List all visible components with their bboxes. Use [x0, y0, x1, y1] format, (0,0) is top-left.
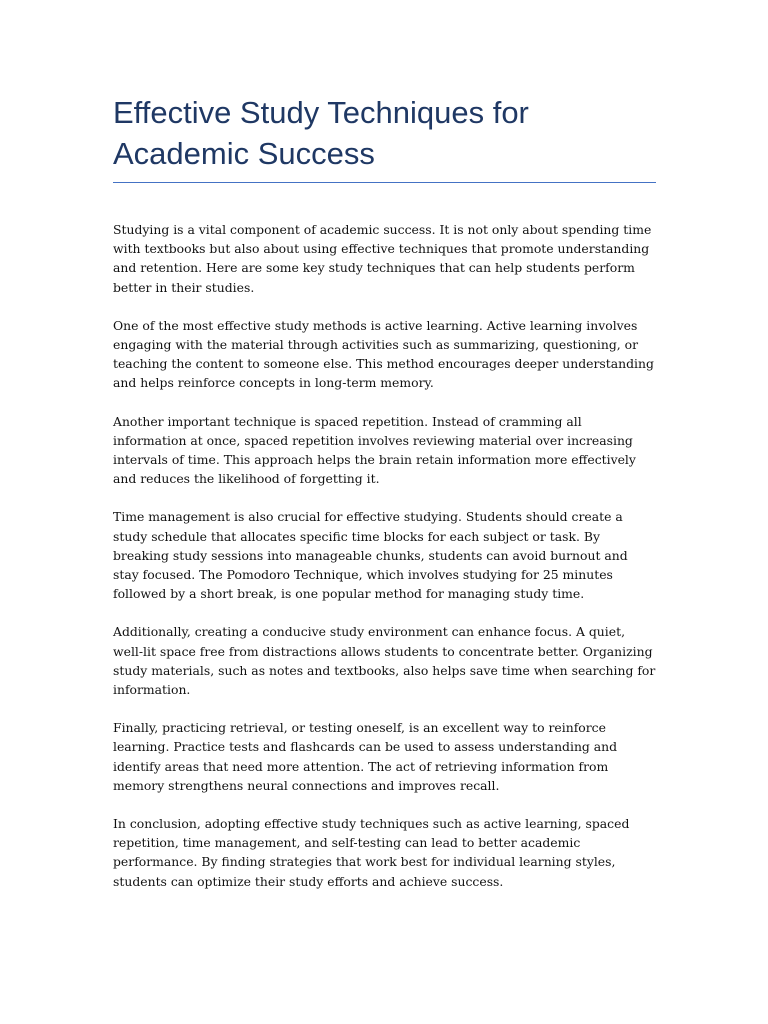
paragraph-spaced-repetition: Another important technique is spaced repetition. Instead of cramming all information at once, spaced repetition involves reviewing material over increasing intervals of time. This approach helps the brain retain information more effectively and reduces the likelihood of forgetting it.	[113, 413, 636, 487]
paragraph-study-environment: Additionally, creating a conducive study environment can enhance focus. A quiet, well-lit space free from distractions allows students to concentrate better. Organizing study materials, such as notes and textbooks, also helps save time when searching for information.	[113, 624, 656, 698]
paragraph-intro: Studying is a vital component of academic success. It is not only about spending time with textbooks but also about using effective techniques that promote understanding and retention. Here are some key study techniques that can help students perform better in their studies.	[113, 222, 652, 295]
paragraph-active-learning: One of the most effective study methods is active learning. Active learning involves engaging with the material through activities such as summarizing, questioning, or teaching the content to someone else. This method encourages deeper understanding and helps reinforce concepts in long-term memory.	[113, 317, 654, 391]
paragraph-conclusion: In conclusion, adopting effective study techniques such as active learning, spaced repetition, time management, and self-testing can lead to better academic performance. By finding strategies that work best for individual learning styles, students can optimize their study efforts and achieve success.	[113, 816, 630, 889]
paragraph-retrieval-practice: Finally, practicing retrieval, or testing oneself, is an excellent way to reinforce learning. Practice tests and flashcards can be used to assess understanding and identify areas that need more attention. The act of retrieving information from memory strengthens neural connections and improves recall.	[113, 720, 618, 793]
document-page	[113, 92, 656, 910]
document-body	[113, 220, 656, 891]
document-title: Effective Study Techniques for Academic Success	[113, 92, 656, 183]
paragraph-time-management: Time management is also crucial for effective studying. Students should create a study schedule that allocates specific time blocks for each subject or task. By breaking study sessions into manageable chunks, students can avoid burnout and stay focused. The Pomodoro Technique, which involves studying for 25 minutes followed by a short break, is one popular method for managing study time.	[113, 509, 628, 602]
